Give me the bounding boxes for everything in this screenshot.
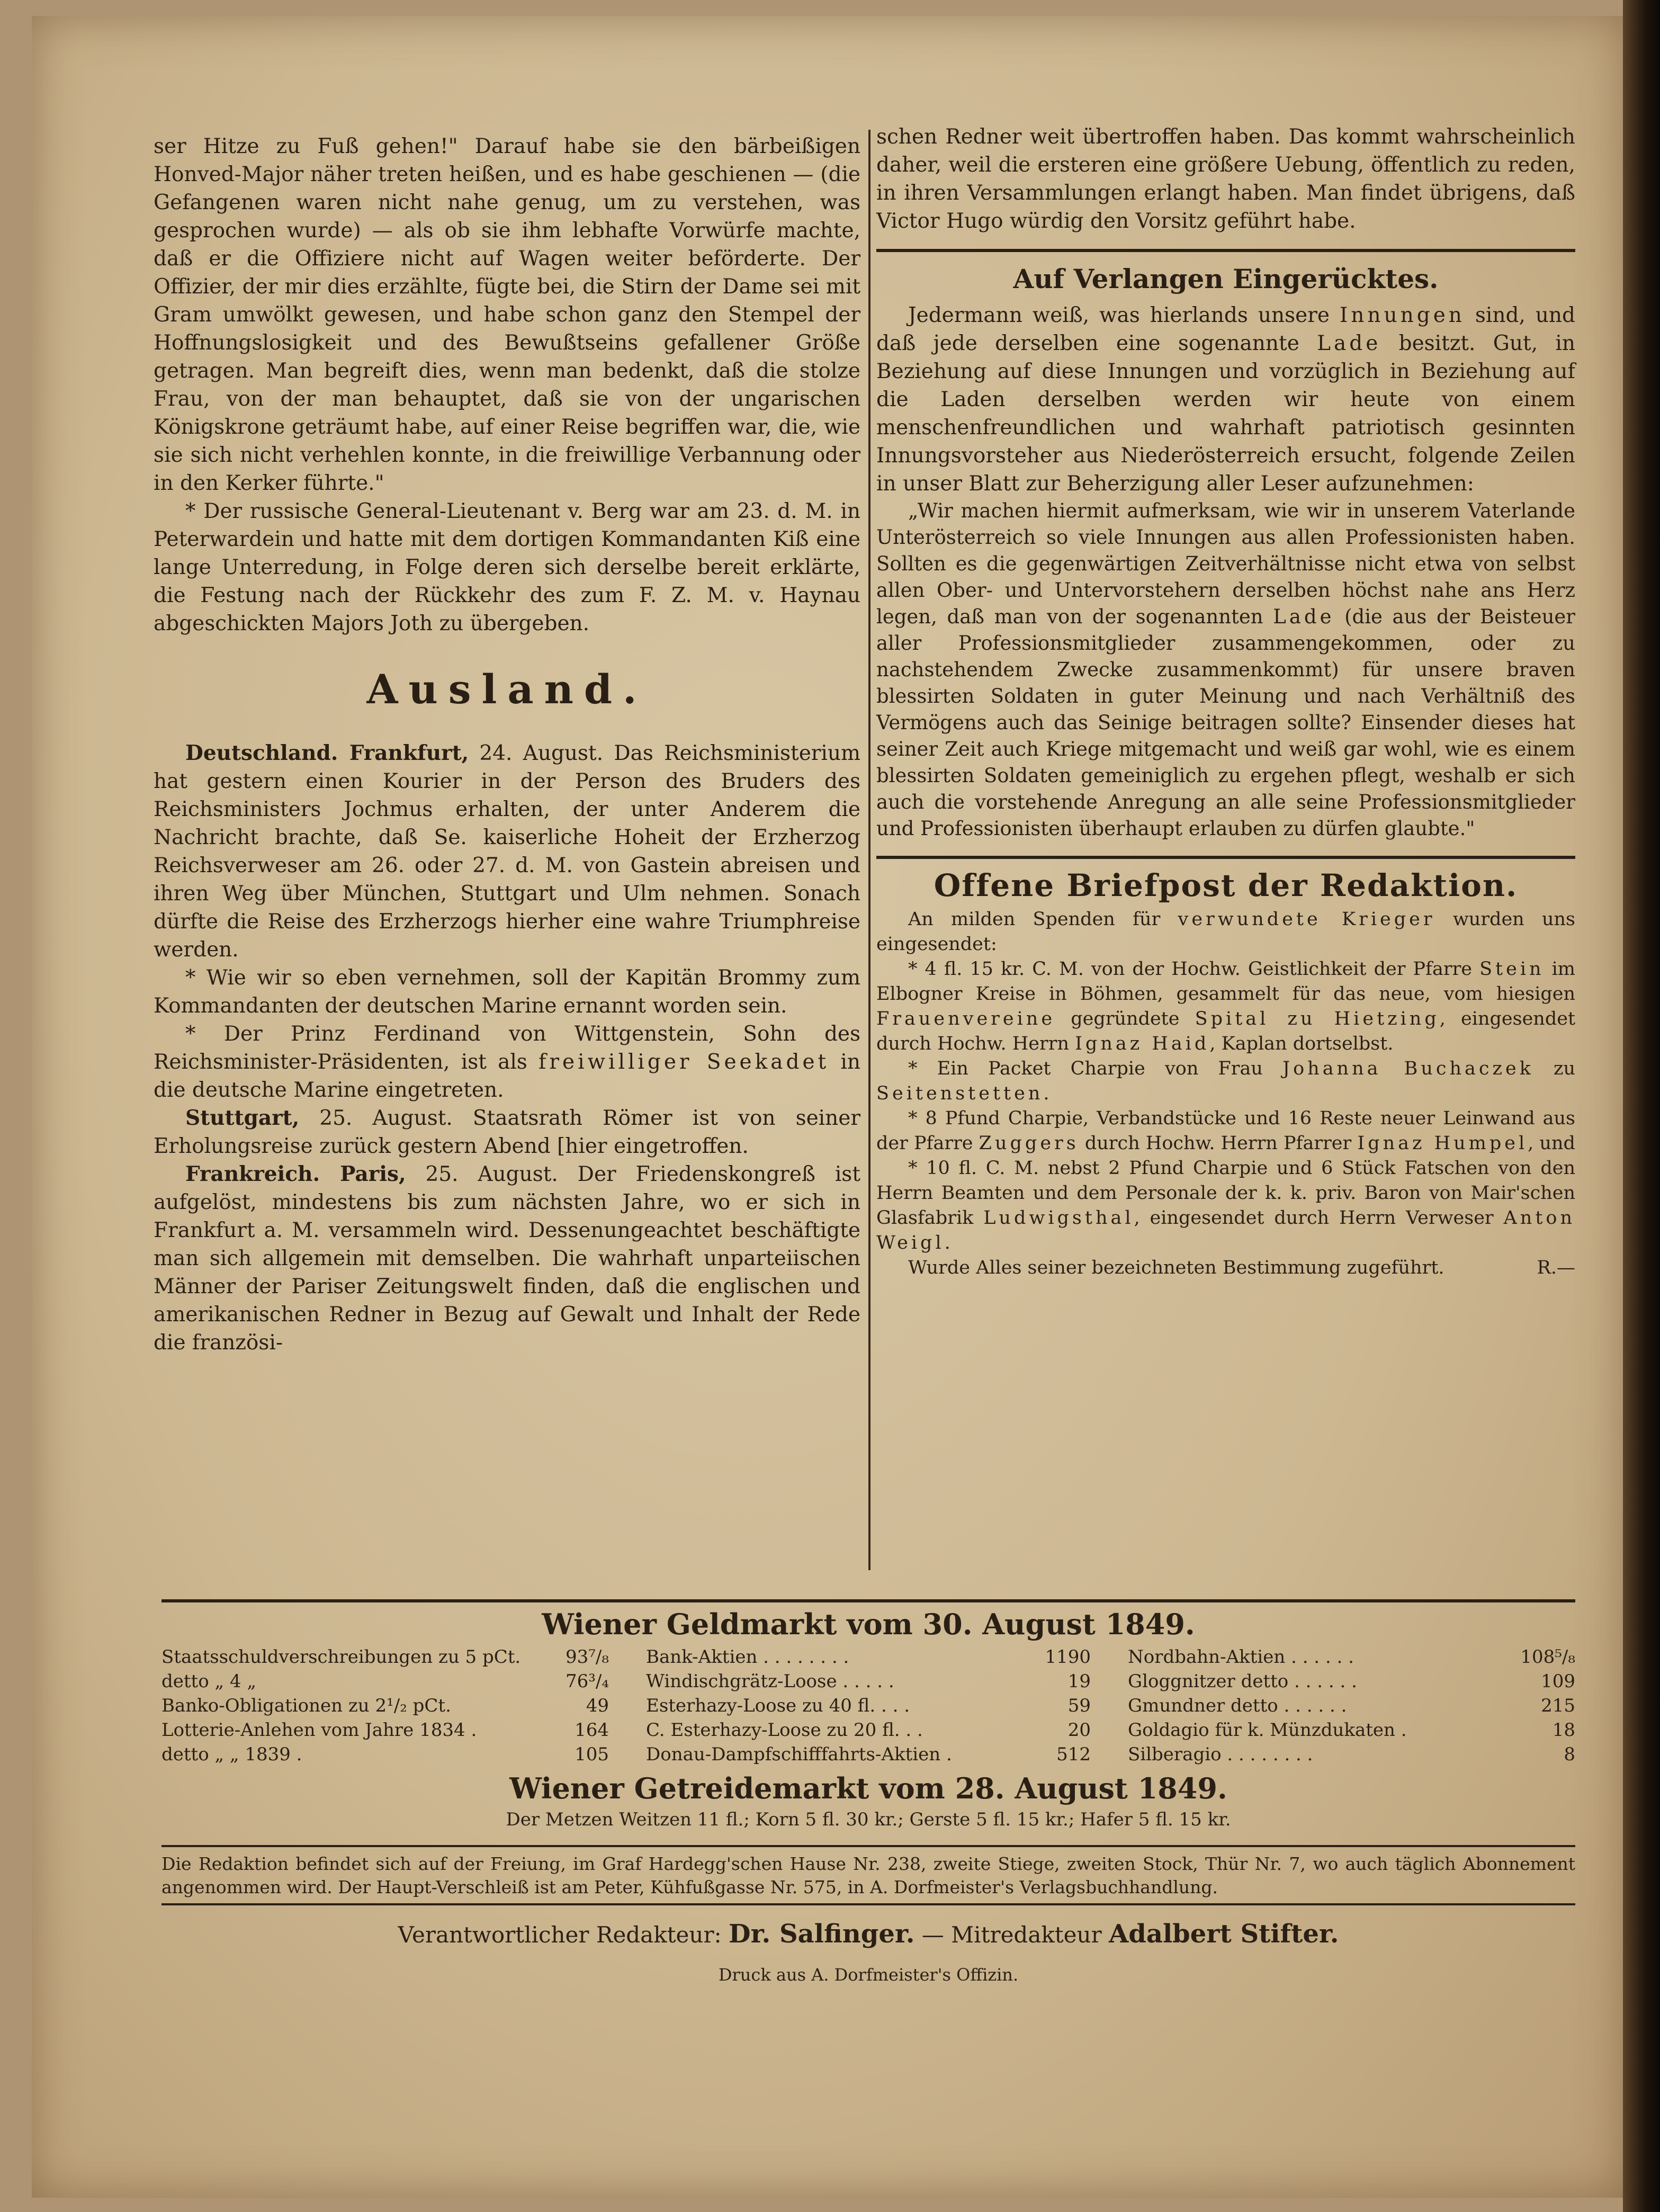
briefpost-intro bbox=[876, 907, 1575, 957]
table-row bbox=[646, 1645, 1091, 1669]
quote-text-b: (die aus der Beisteuer aller Professionsmitglieder zusammengekommen, oder zu nachstehendem Zwecke zusammenkommt) für unsere braven blessirten Soldaten in guter Meinung und nach Verhältniß des Vermögens auch das Seinige beitragen sollte? Einsender dieses hat seiner Zeit auch Kriege mitgemacht und weiß gar wohl, wie es einem blessirten Soldaten gemeiniglich zu ergehen pflegt, weshalb er sich auch die vorstehende Anregung an alle seine Professionsmitglieder und Professionisten überhaupt erlauben zu dürfen glaubte." bbox=[876, 605, 1575, 840]
b4-text-b: durch Hochw. Herrn Pfarrer bbox=[1079, 1133, 1358, 1154]
briefpost-title: Offene Briefpost der Redaktion. bbox=[934, 867, 1518, 903]
section-title-ausland: Ausland. bbox=[366, 666, 648, 713]
row-label: Esterhazy-Loose zu 40 fl. . . . bbox=[646, 1695, 910, 1716]
getreidemarkt-title: Wiener Getreidemarkt vom 28. August 1849. bbox=[509, 1771, 1227, 1805]
row-label: Staatsschuldverschreibungen zu 5 pCt. bbox=[161, 1646, 521, 1668]
row-value: 105 bbox=[575, 1744, 609, 1765]
article-paris-continued: schen Redner weit übertroffen haben. Das kommt wahrscheinlich daher, weil die ersteren eine größere Uebung, öffentlich zu reden, in ihren Versammlungen erlangt haben. Man findet übrigens, daß Victor Hugo würdig den Vorsitz geführt habe. bbox=[876, 125, 1575, 233]
row-value: 1190 bbox=[1045, 1646, 1091, 1668]
table-row bbox=[1128, 1669, 1575, 1694]
table-row bbox=[161, 1718, 609, 1742]
eingerucktes-quote bbox=[876, 498, 1575, 842]
row-value: 109 bbox=[1541, 1671, 1575, 1692]
editors-line bbox=[161, 1919, 1575, 1949]
b1-text-b: wurden uns eingesendet: bbox=[876, 909, 1575, 955]
b4-text-a: * 8 Pfund Charpie, Verbandstücke und 16 Reste neuer Leinwand aus der Pfarre bbox=[876, 1108, 1575, 1154]
article-berg: * Der russische General-Lieutenant v. Berg war am 23. d. M. in Peterwardein und hatte mit dem dortigen Kommandanten Kiß eine lange Unterredung, in Folge deren sich derselbe bereit erklärte, die Festung nach der Rückkehr des zum F. Z. M. v. Haynau abgeschickten Majors Joth zu übergeben. bbox=[154, 499, 860, 635]
geldmarkt-col-3 bbox=[1128, 1645, 1575, 1767]
article-frankfurt bbox=[154, 739, 860, 964]
row-value: 512 bbox=[1056, 1744, 1091, 1765]
intro-lade: Lade bbox=[1317, 332, 1381, 355]
row-label: Windischgrätz-Loose . . . . . bbox=[646, 1671, 894, 1692]
intro-text-a: Jedermann weiß, was hierlands unsere bbox=[908, 303, 1340, 327]
co-editor-name: Adalbert Stifter. bbox=[1109, 1919, 1339, 1949]
row-label: Banko-Obligationen zu 2¹/₂ pCt. bbox=[161, 1695, 451, 1716]
b2-text-c: gegründete bbox=[1055, 1008, 1195, 1029]
book-spine bbox=[1623, 0, 1660, 2212]
b2-text-d: , eingesendet durch Hochw. Herrn bbox=[876, 1008, 1576, 1054]
paris-text: 25. August. Der Friedenskongreß ist aufgelöst, mindestens bis zum nächsten Jahre, wo er sich in Frankfurt a. M. versammeln wird. Dessenungeachtet beschäftigte man sich allgemein mit demselben. Die wahrhaft unparteiischen Männer der Pariser Zeitungswelt finden, daß die englischen und amerikanischen Redner in Bezug auf Gewalt und Inhalt der Rede die französi- bbox=[154, 1162, 860, 1355]
row-label: Silberagio . . . . . . . . bbox=[1128, 1744, 1313, 1765]
b4-text-c: , und bbox=[1528, 1133, 1575, 1154]
closing-signature: R.— bbox=[1537, 1257, 1575, 1278]
row-value: 8 bbox=[1564, 1744, 1575, 1765]
table-row bbox=[646, 1742, 1091, 1767]
row-value: 49 bbox=[586, 1695, 609, 1716]
row-label: Gmundner detto . . . . . . bbox=[1128, 1695, 1347, 1716]
table-row bbox=[161, 1669, 609, 1694]
row-value: 20 bbox=[1067, 1720, 1091, 1741]
co-editor-label: — Mitredakteur bbox=[921, 1922, 1102, 1948]
b2-text-e: , Kaplan dortselbst. bbox=[1209, 1033, 1394, 1054]
b5-text-c: . bbox=[944, 1232, 950, 1253]
row-value: 59 bbox=[1067, 1695, 1091, 1716]
b4-spaced-1: Zuggers bbox=[979, 1133, 1079, 1154]
wittgenstein-spaced: freiwilliger Seekadet bbox=[538, 1050, 830, 1074]
article-paris bbox=[154, 1160, 860, 1357]
dateline-paris: Frankreich. Paris, bbox=[185, 1162, 406, 1186]
row-label: Bank-Aktien . . . . . . . . bbox=[646, 1646, 849, 1668]
row-value: 19 bbox=[1067, 1671, 1091, 1692]
row-value: 108⁵/₈ bbox=[1520, 1646, 1575, 1668]
b5-spaced-2: Anton Weigl bbox=[876, 1207, 1575, 1253]
b5-spaced-1: Ludwigsthal bbox=[983, 1207, 1134, 1229]
editor-name: Dr. Salfinger. bbox=[729, 1919, 915, 1949]
row-label: detto „ 4 „ bbox=[161, 1671, 256, 1692]
row-value: 164 bbox=[575, 1720, 609, 1741]
intro-innungen: Innungen bbox=[1339, 303, 1465, 327]
row-value: 76³/₄ bbox=[566, 1671, 609, 1692]
market-section bbox=[161, 1599, 1575, 1985]
b5-text-b: , eingesendet durch Herrn Verweser bbox=[1134, 1207, 1504, 1229]
frankfurt-text: 24. August. Das Reichsministerium hat gestern einen Kourier in der Person des Bruders des Reichsministers Jochmus erhalten, der unter Anderem die Nachricht brachte, daß Se. kaiserliche Hoheit der Erzherzog Reichsverweser am 26. oder 27. d. M. von Gastein abreisen und ihren Weg über München, Stuttgart und Ulm nehmen. Sonach dürfte die Reise des Erzherzogs hierher eine wahre Triumphreise werden. bbox=[154, 741, 860, 962]
geldmarkt-title: Wiener Geldmarkt vom 30. August 1849. bbox=[542, 1607, 1195, 1641]
right-column bbox=[876, 123, 1575, 1280]
table-row bbox=[161, 1694, 609, 1718]
b2-spaced-2: Frauenvereine bbox=[876, 1008, 1056, 1029]
b3-spaced-2: Seitenstetten bbox=[876, 1083, 1044, 1104]
quote-lade: Lade bbox=[1273, 605, 1335, 628]
editor-label: Verantwortlicher Redakteur: bbox=[398, 1922, 722, 1948]
section-rule bbox=[876, 856, 1575, 859]
b3-text-a: * Ein Packet Charpie von Frau bbox=[908, 1058, 1283, 1079]
intro-text-c: besitzt. Gut, in Beziehung auf diese Innungen und vorzüglich in Beziehung auf die Laden derselben werden wir heute von einem menschenfreundlichen und wahrhaft patriotisch gesinnten Innungsvorsteher aus Niederösterreich ersucht, folgende Zeilen in unser Blatt zur Beherzigung aller Leser aufzunehmen: bbox=[876, 332, 1575, 496]
table-row bbox=[1128, 1742, 1575, 1767]
b5-text-a: * 10 fl. C. M. nebst 2 Pfund Charpie und 6 Stück Fatschen von den Herrn Beamten und dem Personale der k. k. priv. Baron von Mair'schen Glasfabrik bbox=[876, 1158, 1575, 1229]
wittgenstein-text-b: in die deutsche Marine eingetreten. bbox=[154, 1050, 860, 1102]
section-rule bbox=[876, 249, 1575, 252]
quote-text-a: „Wir machen hiermit aufmerksam, wie wir in unserem Vaterlande Unterösterreich so viele Innungen aus allen Professionisten haben. Sollten es die gegenwärtigen Zeitverhältnisse nicht etwa von selbst allen Ober- und Untervorstehern derselben höchst nahe ans Herz legen, daß man von der sogenannten bbox=[876, 499, 1575, 628]
b4-spaced-2: Ignaz Humpel bbox=[1357, 1133, 1528, 1154]
geldmarkt-col-1 bbox=[161, 1645, 609, 1767]
printer-line: Druck aus A. Dorfmeister's Offizin. bbox=[718, 1965, 1019, 1985]
b2-spaced-3: Spital zu Hietzing bbox=[1195, 1008, 1440, 1029]
intro-text-b: sind, und daß jede derselben eine sogenannte bbox=[876, 303, 1575, 355]
article-stuttgart bbox=[154, 1104, 860, 1160]
table-row bbox=[646, 1718, 1091, 1742]
geldmarkt-col-2 bbox=[646, 1645, 1091, 1767]
row-label: detto „ „ 1839 . bbox=[161, 1744, 302, 1765]
eingerucktes-intro bbox=[876, 301, 1575, 498]
table-row bbox=[646, 1669, 1091, 1694]
redaction-notice: Die Redaktion befindet sich auf der Freiung, im Graf Hardegg'schen Hause Nr. 238, zweite Stiege, zweiten Stock, Thür Nr. 7, wo auch täglich Abonnement angenommen wird. Der Haupt-Verschleiß ist am Peter, Kühfußgasse Nr. 575, in A. Dorfmeister's Verlagsbuchhandlung. bbox=[161, 1845, 1575, 1905]
briefpost-item-zuggers bbox=[876, 1106, 1575, 1156]
briefpost-item-buchaczek bbox=[876, 1056, 1575, 1106]
closing-text: Wurde Alles seiner bezeichneten Bestimmung zugeführt. bbox=[908, 1257, 1444, 1278]
b1-spaced: verwundete Krieger bbox=[1178, 909, 1435, 930]
b3-text-b: zu bbox=[1533, 1058, 1575, 1079]
b1-text-a: An milden Spenden für bbox=[908, 909, 1178, 930]
left-column bbox=[154, 132, 860, 1357]
market-rule bbox=[161, 1599, 1575, 1602]
table-row bbox=[1128, 1645, 1575, 1669]
b2-spaced-4: Ignaz Haid bbox=[1075, 1033, 1210, 1054]
briefpost-item-ludwigsthal bbox=[876, 1156, 1575, 1256]
stuttgart-text: 25. August. Staatsrath Römer ist von seiner Erholungsreise zurück gestern Abend [hier eingetroffen. bbox=[154, 1106, 860, 1158]
b2-spaced-1: Stein bbox=[1479, 959, 1545, 980]
b2-text-a: * 4 fl. 15 kr. C. M. von der Hochw. Geistlichkeit der Pfarre bbox=[908, 959, 1480, 980]
table-row bbox=[1128, 1694, 1575, 1718]
article-continuation: ser Hitze zu Fuß gehen!" Darauf habe sie den bärbeißigen Honved-Major näher treten heißen, und es habe geschienen — (die Gefangenen waren nicht nahe genug, um zu verstehen, was gesprochen wurde) — als ob sie ihm lebhafte Vorwürfe machte, daß er die Offiziere nicht auf Wagen weiter beförderte. Der Offizier, der mir dies erzählte, fügte bei, die Stirn der Dame sei mit Gram umwölkt gewesen, und habe schon ganz den Stempel der Hoffnungslosigkeit und des Bewußtseins gefallener Größe getragen. Man begreift dies, wenn man bedenkt, daß die stolze Frau, von der man behauptet, daß sie von der ungarischen Königskrone geträumt habe, auf einer Reise begriffen war, die, wie sie sich nicht verhehlen konnte, in die freiwillige Verbannung oder in den Kerker führte." bbox=[154, 135, 860, 495]
b3-text-c: . bbox=[1043, 1083, 1049, 1104]
getreidemarkt-prices: Der Metzen Weitzen 11 fl.; Korn 5 fl. 30 kr.; Gerste 5 fl. 15 kr.; Hafer 5 fl. 15 kr. bbox=[506, 1809, 1231, 1830]
wittgenstein-text-a: * Der Prinz Ferdinand von Wittgenstein, Sohn des Reichsminister-Präsidenten, ist als bbox=[154, 1022, 860, 1074]
row-label: Lotterie-Anlehen vom Jahre 1834 . bbox=[161, 1720, 477, 1741]
row-label: Donau-Dampfschifffahrts-Aktien . bbox=[646, 1744, 952, 1765]
eingerucktes-title: Auf Verlangen Eingerücktes. bbox=[1013, 263, 1439, 294]
row-label: Gloggnitzer detto . . . . . . bbox=[1128, 1671, 1357, 1692]
row-label: Goldagio für k. Münzdukaten . bbox=[1128, 1720, 1407, 1741]
row-value: 18 bbox=[1552, 1720, 1575, 1741]
table-row bbox=[161, 1645, 609, 1669]
table-row bbox=[1128, 1718, 1575, 1742]
briefpost-item-stein bbox=[876, 957, 1575, 1056]
briefpost-closing bbox=[876, 1256, 1575, 1280]
table-row bbox=[161, 1742, 609, 1767]
dateline-stuttgart: Stuttgart, bbox=[185, 1106, 300, 1130]
b3-spaced-1: Johanna Buchaczek bbox=[1282, 1058, 1534, 1079]
row-label: C. Esterhazy-Loose zu 20 fl. . . bbox=[646, 1720, 923, 1741]
article-wittgenstein bbox=[154, 1020, 860, 1104]
row-value: 215 bbox=[1541, 1695, 1575, 1716]
row-value: 93⁷/₈ bbox=[566, 1646, 609, 1668]
table-row bbox=[646, 1694, 1091, 1718]
row-label: Nordbahn-Aktien . . . . . . bbox=[1128, 1646, 1354, 1668]
dateline-frankfurt: Deutschland. Frankfurt, bbox=[185, 741, 469, 765]
column-divider bbox=[868, 130, 871, 1570]
geldmarkt-table bbox=[161, 1645, 1575, 1767]
b2-text-b: im Elbogner Kreise in Böhmen, gesammelt für das neue, vom hiesigen bbox=[876, 959, 1575, 1005]
article-brommy: * Wie wir so eben vernehmen, soll der Kapitän Brommy zum Kommandanten der deutschen Marine ernannt worden sein. bbox=[154, 966, 860, 1018]
